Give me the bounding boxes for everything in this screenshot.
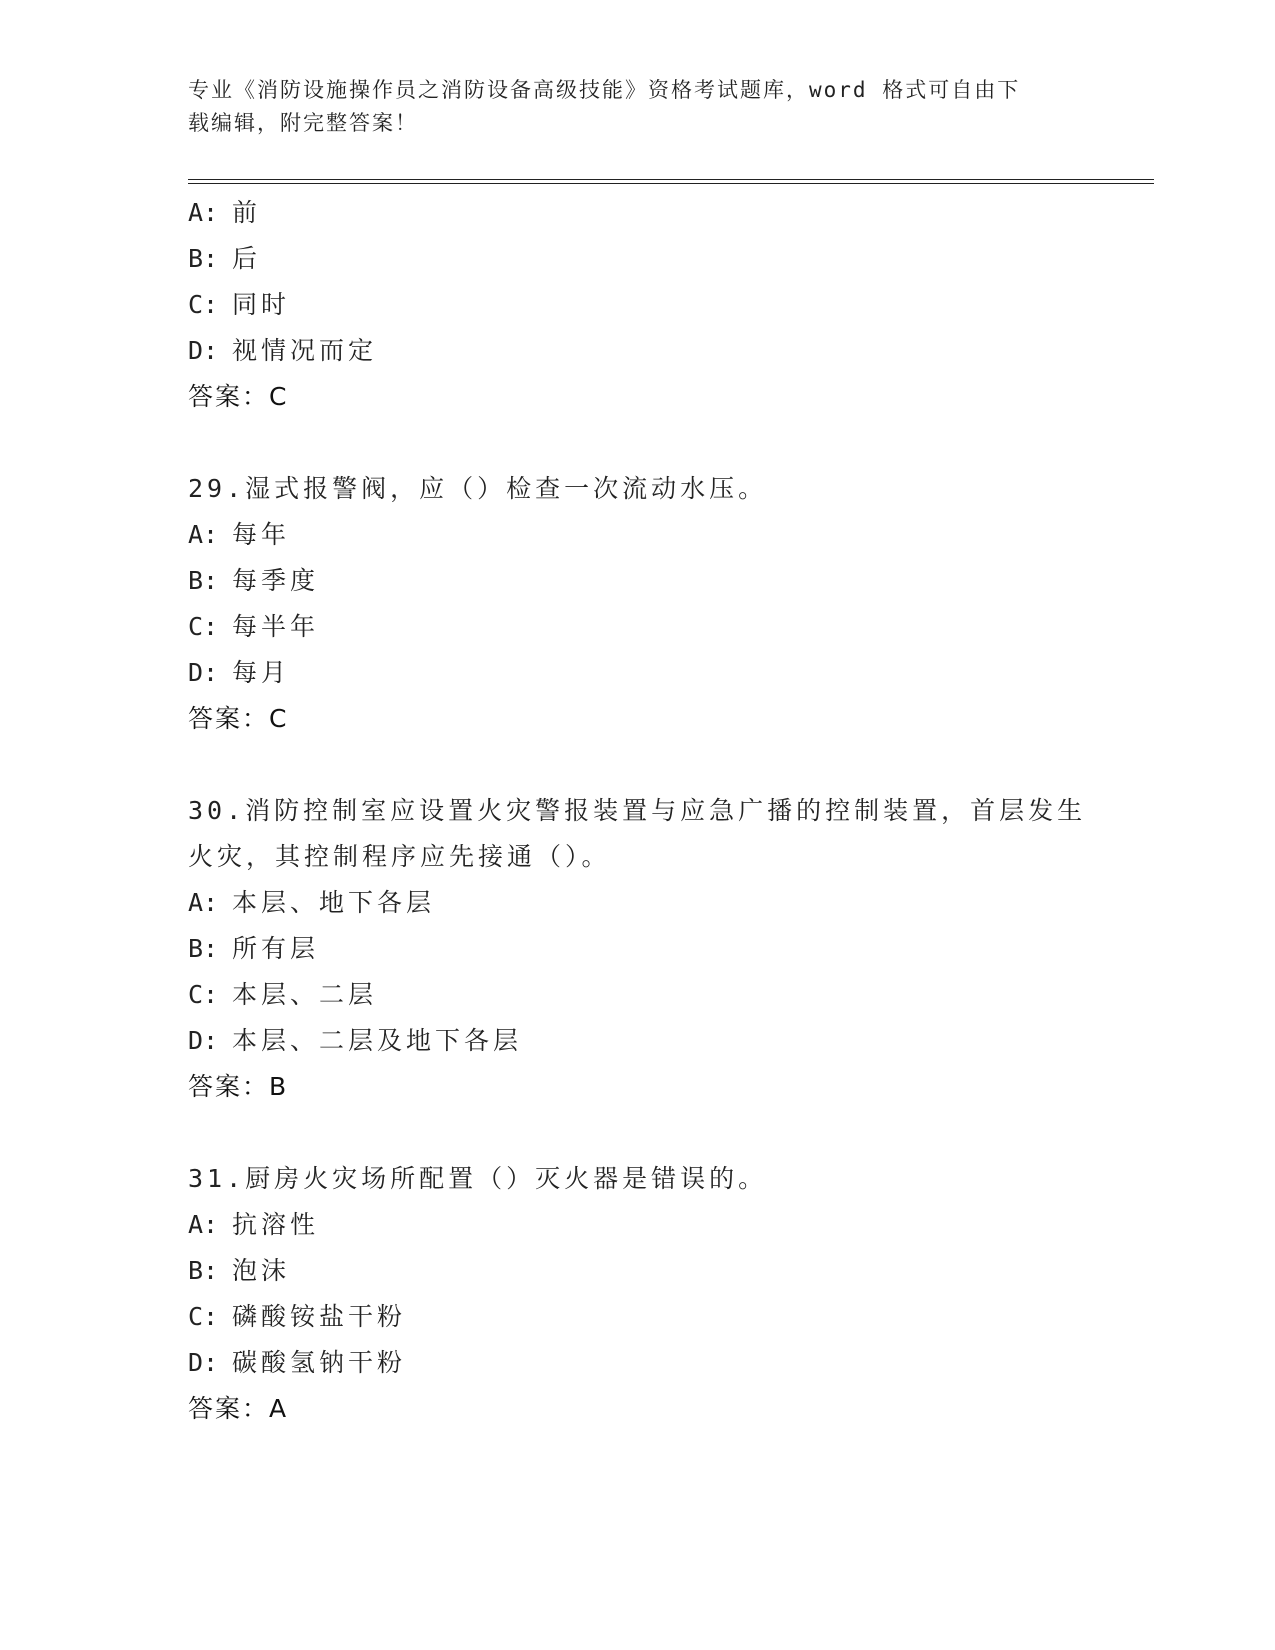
option-c: C: 同时	[188, 290, 291, 319]
option-c: C: 磷酸铵盐干粉	[188, 1302, 407, 1331]
header-divider-bottom	[188, 183, 1154, 184]
header-line-1: 专业《消防设施操作员之消防设备高级技能》资格考试题库，word 格式可自由下	[188, 78, 1021, 102]
option-d: D: 每月	[188, 658, 291, 687]
header-line-2: 载编辑，附完整答案！	[188, 111, 418, 135]
option-b: B: 所有层	[188, 934, 320, 963]
spacer	[188, 1110, 1088, 1156]
option-b: B: 泡沫	[188, 1256, 291, 1285]
option-d: D: 碳酸氢钠干粉	[188, 1348, 407, 1377]
spacer	[188, 742, 1088, 788]
option-a: A: 每年	[188, 520, 291, 549]
option-a: A: 本层、地下各层	[188, 888, 436, 917]
option-c: C: 每半年	[188, 612, 320, 641]
question-text: 29.湿式报警阀，应（）检查一次流动水压。	[188, 474, 768, 503]
option-c: C: 本层、二层	[188, 980, 378, 1009]
document-header	[188, 74, 1088, 140]
option-a: A: 前	[188, 198, 262, 227]
question-30	[188, 788, 1088, 1110]
question-29	[188, 466, 1088, 742]
answer: 答案：C	[188, 704, 289, 733]
header-divider-top	[188, 179, 1154, 180]
question-text-line-1: 30.消防控制室应设置火灾警报装置与应急广播的控制装置，首层发生	[188, 796, 1087, 825]
answer: 答案：C	[188, 382, 289, 411]
answer: 答案：A	[188, 1394, 289, 1423]
option-d: D: 本层、二层及地下各层	[188, 1026, 523, 1055]
option-d: D: 视情况而定	[188, 336, 378, 365]
option-a: A: 抗溶性	[188, 1210, 320, 1239]
question-28	[188, 190, 1088, 420]
question-text: 31.厨房火灾场所配置（）灭火器是错误的。	[188, 1164, 768, 1193]
spacer	[188, 420, 1088, 466]
option-b: B: 每季度	[188, 566, 320, 595]
question-31	[188, 1156, 1088, 1432]
question-list	[188, 190, 1088, 1432]
question-text-line-2: 火灾，其控制程序应先接通（）。	[188, 842, 611, 871]
option-b: B: 后	[188, 244, 262, 273]
answer: 答案：B	[188, 1072, 289, 1101]
